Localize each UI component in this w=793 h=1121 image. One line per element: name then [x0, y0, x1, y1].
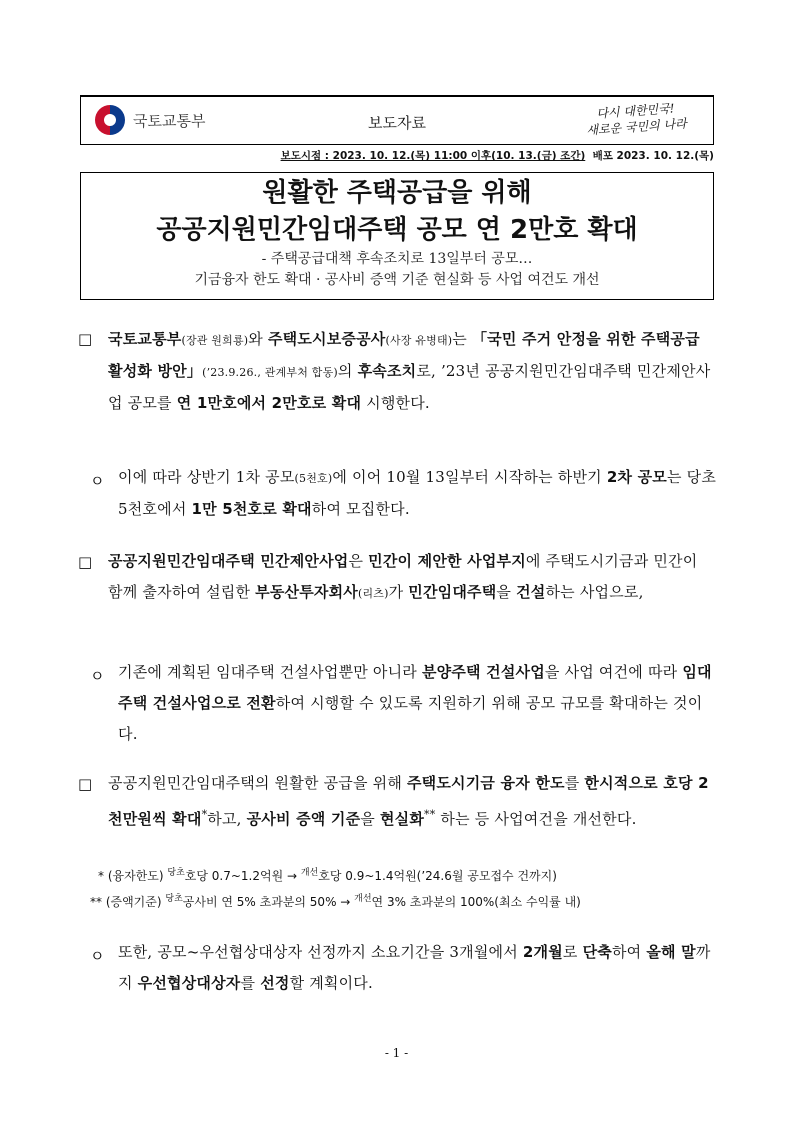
paragraph-2: [108, 546, 716, 609]
text: (5천호): [294, 472, 333, 485]
text: 2차 공모: [606, 468, 667, 486]
text: **: [424, 808, 436, 821]
embargo-time: 보도시점 : 2023. 10. 12.(목) 11:00 이후(10. 13.(금) 조간): [280, 150, 586, 162]
text: 개선: [300, 868, 319, 878]
text: 에 이어 10월 13일부터 시작하는 하반기: [332, 468, 607, 486]
text: 한시적으로 호당 2천만원씩 확대: [108, 774, 709, 828]
text: 하고,: [207, 810, 247, 828]
paragraph-3-sub: [118, 937, 716, 999]
distribution-date: 배포 2023. 10. 12.(목): [592, 150, 714, 162]
text: 할 계획이다.: [289, 974, 373, 992]
text: 민간이 제안한 사업부지: [368, 552, 526, 570]
text: 올해 말: [646, 943, 696, 961]
text: 건설: [516, 583, 546, 601]
text: 주택도시보증공사: [267, 330, 386, 348]
text: 까지: [118, 943, 711, 992]
circle-bullet: ㅇ: [90, 667, 105, 685]
text: 「국민 주거 안정을 위한 주택공급 활성화 방안」: [108, 330, 700, 380]
footnote-1: [98, 862, 718, 887]
text: 호당 0.7~1.2억원 →: [184, 869, 301, 883]
press-release-label: 보도자료: [368, 114, 426, 132]
text: 시행한다.: [361, 394, 430, 412]
release-info: [80, 148, 714, 162]
paragraph-3: [108, 768, 716, 835]
box-bullet: □: [78, 553, 93, 571]
footnote-2: [90, 888, 720, 913]
text: 당초: [167, 868, 185, 878]
text: 은: [348, 552, 369, 570]
text: 현실화: [379, 810, 425, 828]
text: (사장 유병태): [385, 334, 453, 347]
text: 하는 사업으로,: [545, 583, 644, 601]
text: 연 3% 초과분의 100%(최소 수익률 내): [371, 895, 581, 909]
text: 를: [564, 774, 585, 792]
box-bullet: □: [78, 330, 93, 348]
text: 공공지원민간임대주택 민간제안사업: [108, 552, 349, 570]
text: 연 1만호에서 2만호로 확대: [176, 394, 362, 412]
text: 기존에 계획된 임대주택 건설사업뿐만 아니라: [118, 663, 422, 681]
slogan-line2: 새로운 국민의 나라: [586, 116, 688, 138]
text: 국토교통부: [108, 330, 182, 348]
text: (’23.9.26., 관계부처 합동): [202, 366, 338, 379]
text: 을: [496, 583, 517, 601]
text: 후속조치: [357, 362, 417, 380]
text: 가: [388, 583, 409, 601]
text: 선정: [260, 974, 290, 992]
text: 호당 0.9~1.4억원(’24.6월 공모접수 건까지): [318, 869, 557, 883]
text: 또한, 공모~우선협상대상자 선정까지 소요기간을 3개월에서: [118, 943, 523, 961]
slogan-line1: 다시 대한민국!: [595, 101, 675, 121]
text: 는 당초 5천호에서: [118, 468, 717, 518]
text: 공사비 증액 기준: [246, 810, 361, 828]
text: 를: [240, 974, 261, 992]
paragraph-1-sub: [118, 462, 716, 525]
text: 개선: [354, 894, 372, 904]
text: 로, ’23년 공공지원민간임대주택 민간제안사업 공모를: [108, 362, 711, 412]
logo-text: 국토교통부: [133, 111, 206, 130]
text: 공공지원민간임대주택의 원활한 공급을 위해: [108, 774, 407, 792]
paragraph-1: [108, 324, 716, 419]
page-number: - 1 -: [384, 1046, 409, 1060]
text: ** (증액기준): [90, 895, 166, 909]
text: 을: [360, 810, 380, 828]
subheadline-line1: - 주택공급대책 후속조치로 13일부터 공모…: [261, 251, 533, 267]
text: (리츠): [357, 587, 389, 600]
text: 하여 시행할 수 있도록 지원하기 위해 공모 규모를 확대하는 것이다.: [118, 694, 703, 743]
title-box: [80, 172, 714, 300]
subheadline-line2: 기금융자 한도 확대 · 공사비 증액 기준 현실화 등 사업 여건도 개선: [194, 272, 600, 288]
text: 단축: [582, 943, 612, 961]
text: 우선협상대상자: [137, 974, 241, 992]
text: 하여: [611, 943, 647, 961]
text: 의: [337, 362, 358, 380]
text: 주택도시기금 융자 한도: [406, 774, 565, 792]
text: 는: [452, 330, 472, 348]
text: * (융자한도): [98, 869, 168, 883]
circle-bullet: ㅇ: [90, 947, 105, 965]
box-bullet: □: [78, 775, 93, 793]
text: 분양주택 건설사업: [421, 663, 545, 681]
text: 임대주택 건설사업으로 전환: [118, 663, 712, 712]
text: 을 사업 여건에 따라: [544, 663, 683, 681]
header-box: [80, 95, 714, 145]
headline-line2: 공공지원민간임대주택 공모 연 2만호 확대: [156, 215, 638, 245]
text: 1만 5천호로 확대: [191, 500, 312, 518]
text: 당초: [165, 894, 183, 904]
text: 이에 따라 상반기 1차 공모: [118, 468, 295, 486]
slogan: [570, 99, 702, 140]
text: 에 주택도시기금과 민간이 함께 출자하여 설립한: [108, 552, 698, 601]
text: 민간임대주택: [408, 583, 497, 601]
text: (장관 원희룡): [181, 334, 249, 347]
text: 하여 모집한다.: [311, 500, 410, 518]
text: 로: [562, 943, 583, 961]
headline-line1: 원활한 주택공급을 위해: [262, 178, 532, 208]
text: 부동산투자회사: [255, 583, 358, 601]
text: 와: [248, 330, 268, 348]
text: 공사비 연 5% 초과분의 50% →: [182, 895, 355, 909]
text: *: [201, 808, 208, 821]
text: 2개월: [522, 943, 563, 961]
paragraph-2-sub: [118, 657, 716, 750]
circle-bullet: ㅇ: [90, 472, 105, 490]
text: 하는 등 사업여건을 개선한다.: [435, 810, 637, 828]
